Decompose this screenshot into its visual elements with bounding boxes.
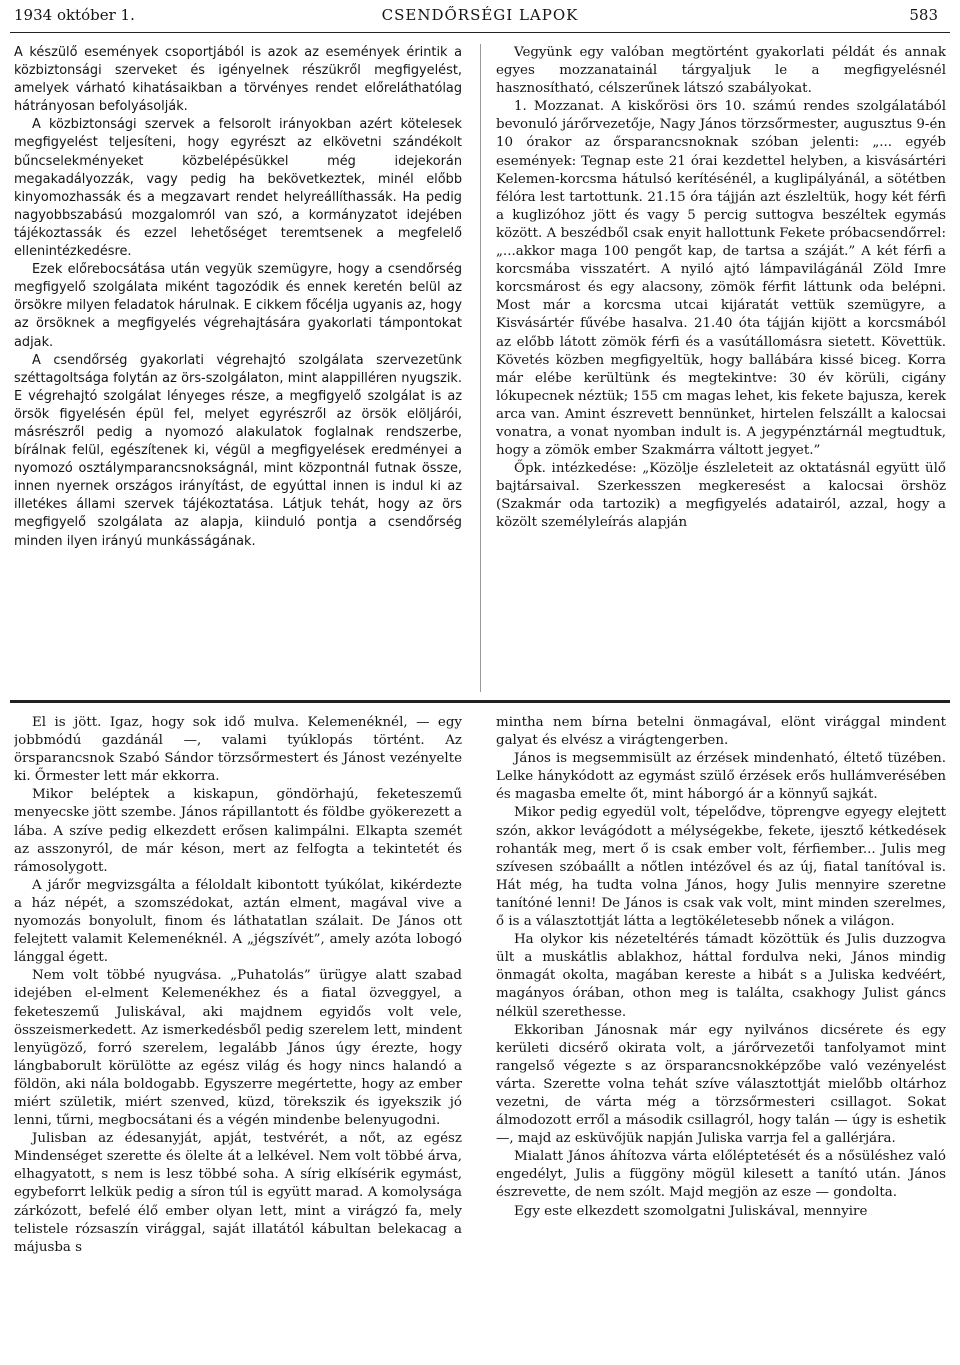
paragraph: Nem volt többé nyugvása. „Puhatolás” ürügye alatt szabad idejében el-elment Kelemenékhez és a fiatal özveggyel, a feketeszemű Juliskával, aki majdnem egyidős volt vele, összeismerkedett. Az ismerkedésből pedig szerelem lett, mindent lenyügöző, forró szerelem, legalább János úgy érezte, hogy lángbaborult körülötte az egész világ és hogy nincs halandó a földön, aki nála boldogabb. Egyszerre megértette, hogy az ember miért születik, miért szenved, küzd, törekszik és igyekszik jó lenni, tűrni, megbocsátani és a végén mindenbe belenyugodni. — [14, 968, 462, 1129]
paragraph: Mikor pedig egyedül volt, tépelődve, töprengve egyegy elejtett szón, akkor levágódott a mélységekbe, fekete, ijesztő kétkedések rohanták meg, mert ő is csak ember volt, férfiember... Julis meg szívesen szóbaállt a nőtlen intézővel és az új, fiatal tanítóval is. Hát még, ha tudta volna János, hogy Julis mennyire szeretne tanítóné lenni! De János is csak vak volt, mint minden szerelmes, ő is a választottját látta a legtökéletesebb nőnek a világon. — [496, 805, 946, 930]
paragraph: Mikor beléptek a kiskapun, göndörhajú, feketeszemű menyecske jött szembe. János rápillantott és földbe gyökerezett a lába. A szíve pedig elkezdett erősen kalimpálni. Elkapta szemét az asszonyról, de már késon, mert az felfogta a tekintetét és rámosolygott. — [14, 787, 462, 875]
paragraph: Mialatt János áhítozva várta előléptetését és a nősüléshez való engedélyt, Julis a függöny mögül kilesett a tanító után. János észrevette, de nem szólt. Majd megjön az esze — gondolta. — [496, 1149, 946, 1201]
top-left-column — [14, 44, 462, 694]
top-right-column — [496, 44, 946, 694]
paragraph: Egy este elkezdett szomolgatni Juliskával, mennyire — [514, 1203, 868, 1219]
section-rule — [10, 700, 950, 703]
issue-date: 1934 október 1. — [14, 6, 135, 24]
page-header — [0, 0, 960, 30]
column-divider — [480, 44, 481, 692]
page-number: 583 — [909, 6, 938, 24]
bottom-right-column — [496, 714, 946, 1359]
header-rule — [10, 32, 950, 33]
bottom-left-column — [14, 714, 462, 1359]
paragraph: mintha nem bírna betelni önmagával, elönt virággal mindent galyat és elvész a virágtengerben. — [496, 715, 946, 749]
journal-title: CSENDŐRSÉGI LAPOK — [381, 6, 579, 24]
paragraph: Vegyünk egy valóban megtörtént gyakorlati példát és annak egyes mozzanatainál tárgyaljuk le a megfigyelésnél hasznosítható, célszerűnek látszó szabályokat. — [496, 45, 946, 97]
paragraph: A készülő események csoportjából is azok az események érintik a közbiztonsági szerveket és igényelnek részükről megfigyelést, amelyek várható kihatásaikban a törvényes rendet előreláthatólag hátrányosan befolyásolják. — [14, 45, 462, 115]
paragraph: Julisban az édesanyját, apját, testvérét, a nőt, az egész Mindenséget szerette és ölelte át a lelkével. Nem volt többé árva, elhagyatott, s nem is lesz többé soha. A sírig elkísérik egymást, egybeforrt lelkük pedig a síron túl is együtt marad. A komolysága zárkózott, befelé élő ember olyan lett, mint a virágzó fa, mely telistele rózsaszín virággal, saját illatától kábultan belekacag a májusba s — [14, 1131, 462, 1255]
paragraph: A csendőrség gyakorlati végrehajtó szolgálata szervezetünk széttagoltsága folytán az örs-szolgálaton, mint alappilléren nyugszik. E végrehajtó szolgálat lényeges része, a megfigyelő szolgálat is az örsök figyelésén épül fel, melyet egyrészről az örsök elöljárói, másrészről pedig a nyomozó alakulatok foglalnak rendszerbe, bírálnak felül, egészítenek ki, végül a megfigyelések eredményei a nyomozó osztálymparancsnokságnál, mint központnál futnak össze, innen nyernek országos irányítást, de egyúttal innen is indul ki az illetékes állami szervek tájékoztatása. Látjuk tehát, hogy az örs megfigyelő szolgálata az alapja, kiinduló pontja a csendőrség minden ilyen irányú munkásságának. — [14, 352, 462, 549]
paragraph: Őpk. intézkedése: „Közölje észleleteit az oktatásnál együtt ülő bajtársaival. Szerkesszen megkeresést a kalocsai örshöz (Szakmár oda tartozik) a megfigyelés adatairól, azzal, hogy a közölt személyleírás alapján — [496, 461, 946, 531]
paragraph: Ekkoriban Jánosnak már egy nyilvános dicsérete és egy kerületi dicsérő okirata volt, a járőrvezetői tanfolyamot mint rangelső végezte s az örsparancsnokképzőbe való vezényelést várta. Szerette volna tehát szíve választottját mielőbb oltárhoz vezetni, de várta még a törzsőrmesteri csillagot. Sokat álmodozott erről a második csillagról, hogy talán — úgy is eshetik —, majd az esküvőjük napján Juliska varrja fel a gallérjára. — [496, 1022, 946, 1147]
paragraph: 1. Mozzanat. A kiskőrösi örs 10. számú rendes szolgálatából bevonuló járőrvezetője, Nagy János törzsőrmester, augusztus 9-én 10 órakor az őrsparancsnoknak szóban jelenti: „... egyéb események: Tegnap este 21 órai kezdettel helyben, a kisvásártéri Kelemen-korcsma hátulsó kerítésénél, a kuglipályánál, a sötétben félóra lest tartottunk. 21.15 óra tájján azt észleltük, hogy két férfi a kuglizóhoz jött és vagy 5 percig suttogva beszéltek egymás között. A beszédből csak enyit hallottunk Fekete próbacsendőrrel: „...akkor maga 100 pengőt kap, de tartsa a száját.” A két férfi a korcsmába visszatért. A nyiló ajtó lámpavilágánál Zöld Imre korcsmárost és egy alacsony, zömök férfit láttunk oda belépni. Most már a korcsma utcai kijáratát vettük szemügyre, a Kisvásártér fűvébe hasalva. 21.40 óta tájján kijött a korcsmából az előbb látott zömök férfi és a vasútállomásra sietett. Követtük. Követés közben megfigyeltük, hogy ballábára kissé biceg. Korra már elébe kerültünk és megtekintve: 30 év körüli, cigány lókupecnek néztük; 155 cm magas lehet, kis fekete bajusza, kerek arca van. Amint észrevett bennünket, hirtelen felszállt a kalocsai vonatra, a vonat nyomban indult is. A jegypénztárnál megtudtuk, hogy a zömök ember Szakmárra váltott jegyet.” — [496, 99, 946, 459]
paragraph: János is megsemmisült az érzések mindenható, éltető tüzében. Lelke hánykódott az egymást szülő érzések erős hullámverésében és magasba emelte őt, mint háborgó ár a könnyű sajkát. — [496, 751, 946, 803]
paragraph: A járőr megvizsgálta a féloldalt kibontott tyúkólat, kikérdezte a ház népét, a szomszédokat, aztán elment, magával vive a nyomozás bonyolult, finom és láthatatlan szálait. De János ott felejtett valamit Kelemenéknél. A „jégszívét”, amely azóta lobogó lánggal égett. — [14, 877, 462, 966]
paragraph: Ha olykor kis nézeteltérés támadt közöttük és Julis duzzogva ült a muskátlis ablakhoz, háttal fordulva neki, János mindig önmagát okolta, magában kereste a hibát s a Juliska kedvéért, magányos órában, othon meg is találta, csakhogy Julist gáncs nélkül szerethesse. — [496, 932, 946, 1020]
paragraph: El is jött. Igaz, hogy sok idő mulva. Kelemenéknél, — egy jobbmódú gazdánál —, valami tyúklopás történt. Az örsparancsnok Szabó Sándor törzsőrmestert és Jánost vezényelte ki. Őrmester lett már ekkorra. — [14, 715, 462, 785]
paragraph: A közbiztonsági szervek a felsorolt irányokban azért kötelesek megfigyelést teljesíteni, hogy egyrészt az elkövetni szándékolt bűncselekményeket közbelépésükkel még idejekorán megakadályozzák, vagy pedig ha bekövetkeztek, minél előbb kinyomozhassák és a megzavart rendet helyreállíthassák. Ha pedig nagyobbszabású mozgalomról van szó, a kormányzatot idejében tájékoztassák és ezzel lehetőséget teremtsenek a megfelelő ellenintézkedésre. — [14, 117, 462, 260]
paragraph: Ezek előrebocsátása után vegyük szemügyre, hogy a csendőrség megfigyelő szolgálata miként tagozódik és ennek keretén belül az örsökre milyen feladatok hárulnak. E cikkem főcélja ugyanis az, hogy az örsöknek a megfigyelés végrehajtására gyakorlati támpontokat adjak. — [14, 262, 462, 350]
